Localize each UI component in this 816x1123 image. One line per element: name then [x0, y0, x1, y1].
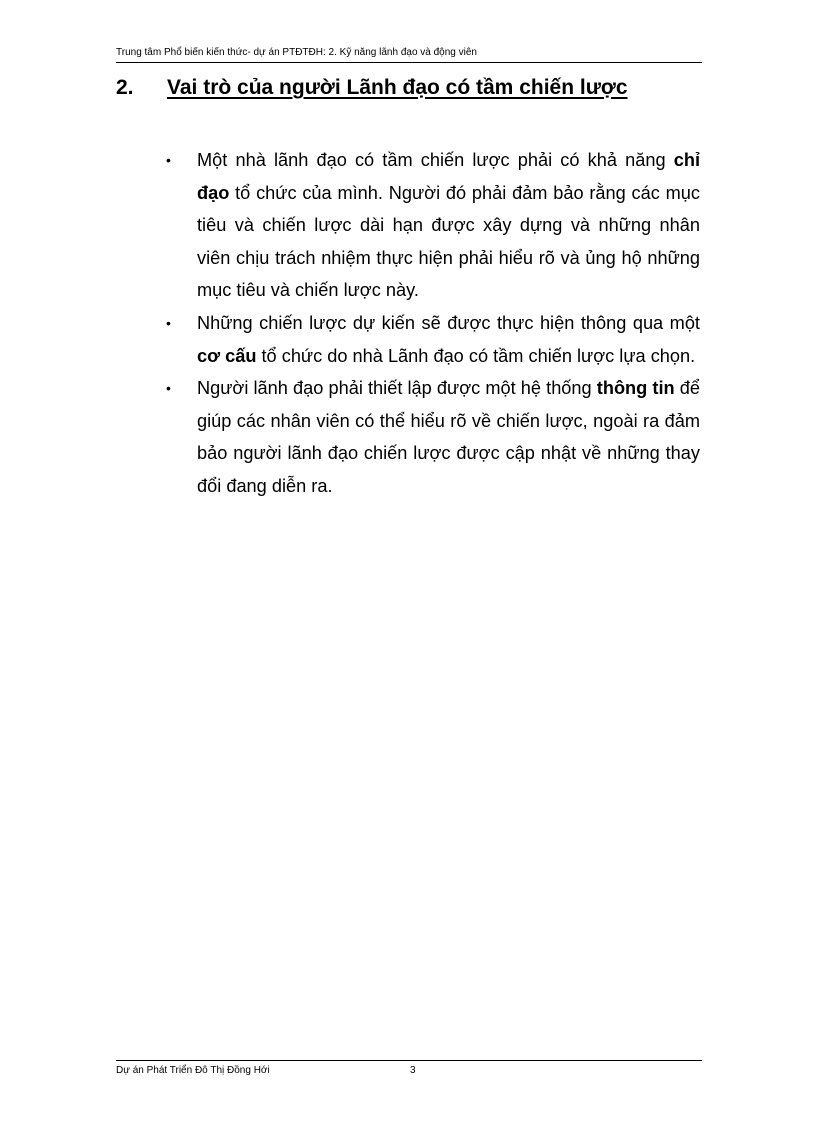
bullet-text-start: Một nhà lãnh đạo có tầm chiến lược phải có khả năng — [197, 150, 674, 170]
section-heading — [116, 76, 628, 100]
bullet-text-end: để giúp các nhân viên có thể hiểu rõ về chiến lược, ngoài ra đảm bảo người lãnh đạo chiến lược được cập nhật về những thay đổi đang diễn ra. — [197, 378, 700, 496]
bullet-text-start: Những chiến lược dự kiến sẽ được thực hiện thông qua một — [197, 312, 700, 333]
bullet-icon: • — [166, 152, 171, 168]
bullet-bold-term: chỉ đạo — [197, 150, 700, 203]
section-number: 2. — [116, 76, 134, 99]
bullet-item-directing — [166, 144, 700, 307]
bullet-text-end: tổ chức của mình. Người đó phải đảm bảo rằng các mục tiêu và chiến lược dài hạn được xây dựng và những nhân viên chịu trách nhiệm thực hiện phải hiểu rõ và ủng hộ những mục tiêu và chiến lược này. — [197, 182, 700, 301]
bullet-bold-term: thông tin — [596, 378, 675, 399]
footer-project-name: Dự án Phát Triển Đô Thị Đồng Hới — [116, 1065, 270, 1076]
bullet-icon: • — [166, 380, 171, 397]
bullet-item-information — [166, 372, 700, 502]
running-header — [116, 47, 702, 63]
running-header-text: Trung tâm Phổ biến kiến thức- dự án PTĐTĐH: 2. Kỹ năng lãnh đạo và động viên — [116, 47, 477, 58]
bullet-item-structure — [166, 307, 700, 372]
section-title-text: Vai trò của người Lãnh đạo có tầm chiến lược — [167, 76, 628, 99]
bullet-list — [166, 144, 700, 503]
bullet-icon: • — [166, 314, 171, 331]
bullet-text-end: tổ chức do nhà Lãnh đạo có tầm chiến lược lựa chọn. — [256, 345, 696, 366]
running-footer — [116, 1060, 702, 1077]
page-number: 3 — [410, 1065, 416, 1076]
bullet-text-start: Người lãnh đạo phải thiết lập được một hệ thống — [197, 378, 597, 399]
bullet-bold-term: cơ cấu — [197, 345, 257, 366]
